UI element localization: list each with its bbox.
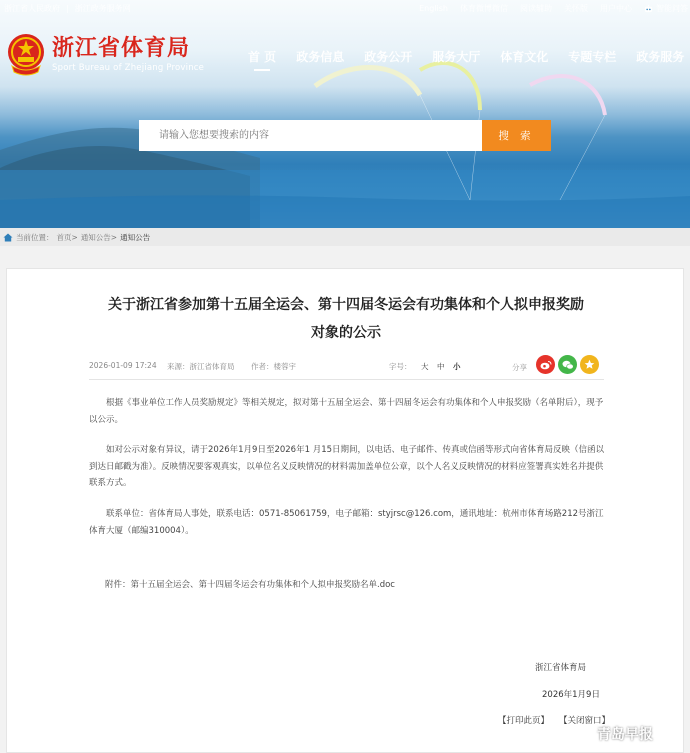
- national-emblem-icon: [6, 32, 46, 76]
- site-name-cn: 浙江省体育局: [52, 35, 191, 61]
- wechat-share-icon[interactable]: [558, 355, 577, 374]
- share-icons: [536, 355, 599, 374]
- link-english[interactable]: English: [419, 4, 448, 13]
- attachment-link[interactable]: 附件：第十五届全运会、第十四届冬运会有功集体和个人拟申报奖励名单.doc: [105, 580, 395, 590]
- print-page-button[interactable]: 【打印此页】: [498, 716, 550, 726]
- signature-date: 2026年1月9日: [542, 690, 600, 700]
- font-size-label: 字号：: [389, 362, 412, 371]
- article-source: 来源：浙江省体育局: [167, 362, 235, 371]
- robot-icon: [644, 4, 653, 13]
- link-user-center[interactable]: 用户中心: [600, 4, 632, 13]
- article-paragraph-3: 联系单位：省体育局人事处，联系电话：0571-85061759，电子邮箱：styjrsc@126.com，通讯地址：杭州市体育场路212号浙江体育大厦（邮编310004）。: [89, 509, 604, 536]
- link-zhejiang-service-portal[interactable]: 浙江政务服务网: [74, 4, 131, 13]
- nav-government-disclosure[interactable]: 政务公开: [364, 50, 413, 64]
- signature-org: 浙江省体育局: [535, 663, 587, 673]
- breadcrumb-home[interactable]: 首页>: [56, 232, 78, 242]
- link-care-mode[interactable]: 关怀版: [564, 4, 588, 13]
- close-window-button[interactable]: 【关闭窗口】: [559, 716, 611, 726]
- article-panel: [6, 268, 684, 753]
- qzone-share-icon[interactable]: [580, 355, 599, 374]
- weibo-share-icon[interactable]: [536, 355, 555, 374]
- weibo-watermark-icon: [574, 727, 594, 741]
- link-weibo-wechat[interactable]: 体育微博微信: [460, 4, 508, 13]
- article-author: 作者：楼蓉宇: [251, 362, 296, 371]
- link-zhejiang-government[interactable]: 浙江省人民政府: [4, 4, 60, 13]
- top-utility-bar: 浙江省人民政府 | 浙江政务服务网 English 体育微博微信 阅读辅助 关怀版 用户中心 智能问答: [4, 4, 688, 13]
- site-header: [0, 0, 690, 228]
- article-paragraph-1: 根据《事业单位工作人员奖励规定》等相关规定，拟对第十五届全运会、第十四届冬运会有功集体和个人申报奖励（名单附后），现予以公示。: [89, 398, 604, 425]
- meta-divider: [89, 379, 604, 380]
- breadcrumb: [0, 228, 690, 246]
- share-label: 分享: [512, 363, 527, 372]
- article-date: 2026-01-09 17:24: [89, 361, 157, 370]
- search-input[interactable]: [139, 120, 482, 151]
- site-logo[interactable]: [6, 32, 204, 76]
- article-title: 关于浙江省参加第十五届全运会、第十四届冬运会有功集体和个人拟申报奖励 对象的公示: [108, 297, 584, 341]
- font-size-large[interactable]: 大: [421, 362, 429, 371]
- font-size-small[interactable]: 小: [453, 362, 461, 371]
- link-smart-qa[interactable]: 智能问答: [644, 3, 688, 14]
- search-button[interactable]: 搜 索: [482, 120, 551, 151]
- home-icon: [3, 233, 13, 242]
- nav-home[interactable]: 首 页: [248, 48, 276, 71]
- nav-government-services[interactable]: 政务服务: [636, 50, 685, 64]
- breadcrumb-prefix: 当前位置：: [16, 232, 54, 242]
- nav-sports-culture[interactable]: 体育文化: [500, 50, 549, 64]
- breadcrumb-current: 通知公告: [120, 232, 151, 242]
- link-reading-assist[interactable]: 阅读辅助: [520, 4, 552, 13]
- search-bar: [139, 120, 551, 151]
- article-meta: [89, 359, 609, 375]
- font-size-medium[interactable]: 中: [437, 362, 445, 371]
- watermark: 青岛早报: [574, 724, 653, 744]
- breadcrumb-section[interactable]: 通知公告>: [80, 232, 118, 242]
- main-nav: [248, 48, 690, 71]
- nav-service-hall[interactable]: 服务大厅: [432, 50, 481, 64]
- site-name-en: Sport Bureau of Zhejiang Province: [52, 63, 205, 73]
- nav-government-info[interactable]: 政务信息: [296, 50, 345, 64]
- article-paragraph-2: 如对公示对象有异议，请于2026年1月9日至2026年1 月15日期间，以电话、电子邮件、传真或信函等形式向省体育局反映（信函以到达日邮戳为准）。反映情况要客观真实，以单位名义反映情况的材料需加盖单位公章，以个人名义反映情况的材料应签署真实姓名并提供联系方式。: [89, 445, 605, 488]
- nav-special-topics[interactable]: 专题专栏: [568, 50, 617, 64]
